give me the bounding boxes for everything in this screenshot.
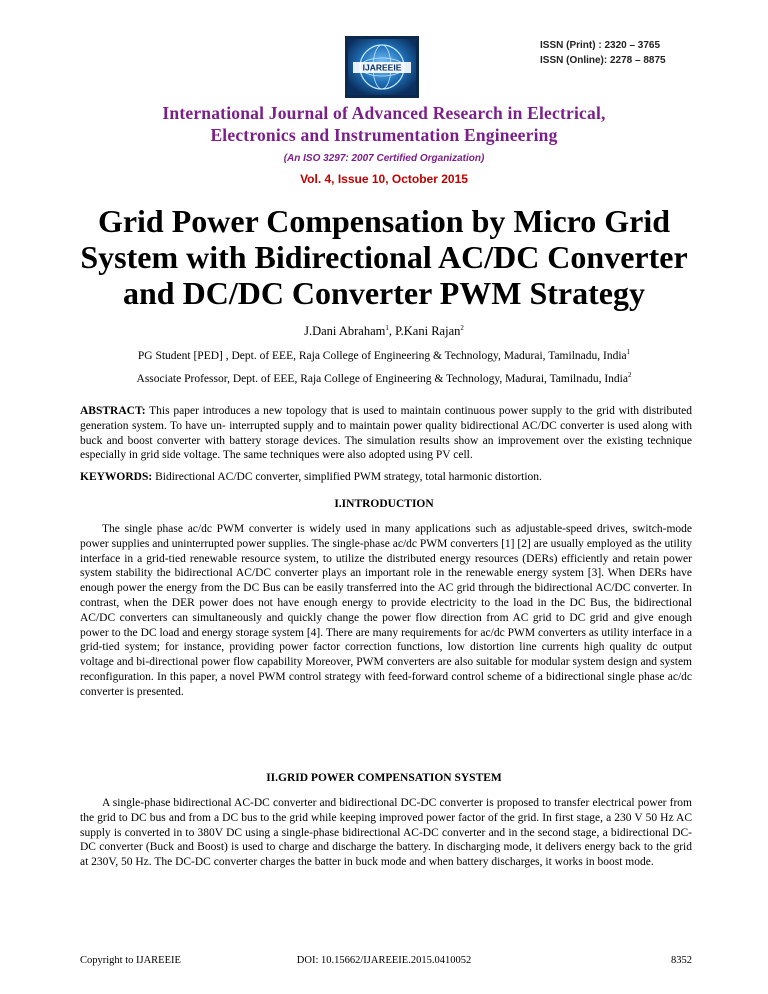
- journal-name-line2: Electronics and Instrumentation Engineering: [210, 125, 558, 145]
- author-1: J.Dani Abraham: [304, 324, 386, 338]
- section-heading-grid-power: II.GRID POWER COMPENSATION SYSTEM: [266, 772, 502, 784]
- affiliation-2: [0, 373, 768, 385]
- journal-name: [0, 102, 768, 146]
- affiliation-2-text: Associate Professor, Dept. of EEE, Raja College of Engineering & Technology, Madurai, Tamilnadu, India: [136, 373, 628, 385]
- section-body-introduction: The single phase ac/dc PWM converter is widely used in many applications such as adjustable-speed drives, switch-mode power supplies and uninterrupted power supplies. The single-phase ac/dc PWM converters [1] [2] are usually employed as the utility interface in a grid-tied renewable resource system, to utilize the distributed energy resources (DERs) efficiently and retain power system stability the bidirectional AC/DC converter plays an important role in the renewable energy system [3]. When DERs have enough power the energy from the DC Bus can be easily transferred into the AC grid through the bidirectional AC/DC converter. In contrast, when the DER power does not have enough energy to provide electricity to the load in the DC Bus, the bidirectional AC/DC converters can simultaneously and quickly change the power flow direction from AC grid to DC grid and give enough power to the DC load and energy storage system [4]. There are many requirements for ac/dc PWM converters as utility interface in a grid-tied system; for instance, providing power factor correction functions, low distortion line currents high quality dc output voltage and bi-directional power flow capability Moreover, PWM converters are also suitable for modular system design and system reconfiguration. In this paper, a novel PWM control strategy with feed-forward control scheme of a bidirectional single phase ac/dc converter is presented.: [80, 523, 692, 698]
- journal-name-line1: International Journal of Advanced Research in Electrical,: [162, 103, 606, 123]
- paper-title-line2: System with Bidirectional AC/DC Converter: [80, 239, 688, 275]
- author-list: [0, 324, 768, 339]
- author-1-affil-mark: 1: [385, 323, 389, 332]
- journal-logo: [345, 36, 419, 98]
- logo-text: IJAREEIE: [362, 62, 402, 73]
- affiliation-2-mark: 2: [627, 371, 632, 380]
- journal-logo-graphic: [345, 36, 419, 98]
- affiliation-1-text: PG Student [PED] , Dept. of EEE, Raja College of Engineering & Technology, Madurai, Tamilnadu, India: [137, 350, 627, 362]
- volume-issue: Vol. 4, Issue 10, October 2015: [300, 172, 468, 186]
- footer-copyright: Copyright to IJAREEIE: [80, 955, 181, 966]
- issn-print: ISSN (Print) : 2320 – 3765: [540, 40, 661, 51]
- author-separator: ,: [388, 324, 396, 338]
- keywords-text: Bidirectional AC/DC converter, simplified PWM strategy, total harmonic distortion.: [152, 471, 542, 483]
- keywords-label: KEYWORDS:: [80, 471, 153, 483]
- abstract-label: ABSTRACT:: [80, 405, 146, 417]
- abstract: [80, 404, 692, 463]
- section-body-grid-power: A single-phase bidirectional AC-DC converter and bidirectional DC-DC converter is proposed to transfer electrical power from the grid to DC bus and from a DC bus to the grid while keeping improved power factor of the grid. In first stage, a 230 V 50 Hz AC supply is converted in to 380V DC using a single-phase bidirectional AC-DC converter and in the second stage, a bidirectional DC-DC converter (Buck and Boost) is used to charge and discharge the battery. In discharging mode, it delivers energy back to the grid at 230V, 50 Hz. The DC-DC converter charges the batter in buck mode and when battery discharges, it works in boost mode.: [80, 797, 692, 869]
- page-number: 8352: [671, 955, 692, 966]
- affiliation-1-mark: 1: [626, 348, 631, 357]
- author-2-affil-mark: 2: [460, 323, 464, 332]
- certification-note: (An ISO 3297: 2007 Certified Organization): [283, 153, 485, 164]
- abstract-text: This paper introduces a new topology that is used to maintain continuous power supply to the grid with distributed generation system. To have un- interrupted supply and to maintain power quality bidirectional AC/DC converter is used along with buck and boost converter with battery storage devices. The simulation results show an improvement over the existing technique especially in grid side voltage. The same techniques were also adopted using PV cell.: [80, 405, 692, 462]
- paper-title: [0, 203, 768, 311]
- paper-title-line3: and DC/DC Converter PWM Strategy: [123, 275, 645, 311]
- footer-doi: DOI: 10.15662/IJAREEIE.2015.0410052: [296, 955, 472, 966]
- section-heading-introduction: I.INTRODUCTION: [334, 498, 434, 510]
- affiliation-1: [0, 350, 768, 362]
- keywords: [80, 470, 692, 485]
- author-2: P.Kani Rajan: [395, 324, 461, 338]
- paper-title-line1: Grid Power Compensation by Micro Grid: [97, 203, 671, 239]
- issn-block: [540, 38, 666, 68]
- issn-online: ISSN (Online): 2278 – 8875: [540, 55, 666, 66]
